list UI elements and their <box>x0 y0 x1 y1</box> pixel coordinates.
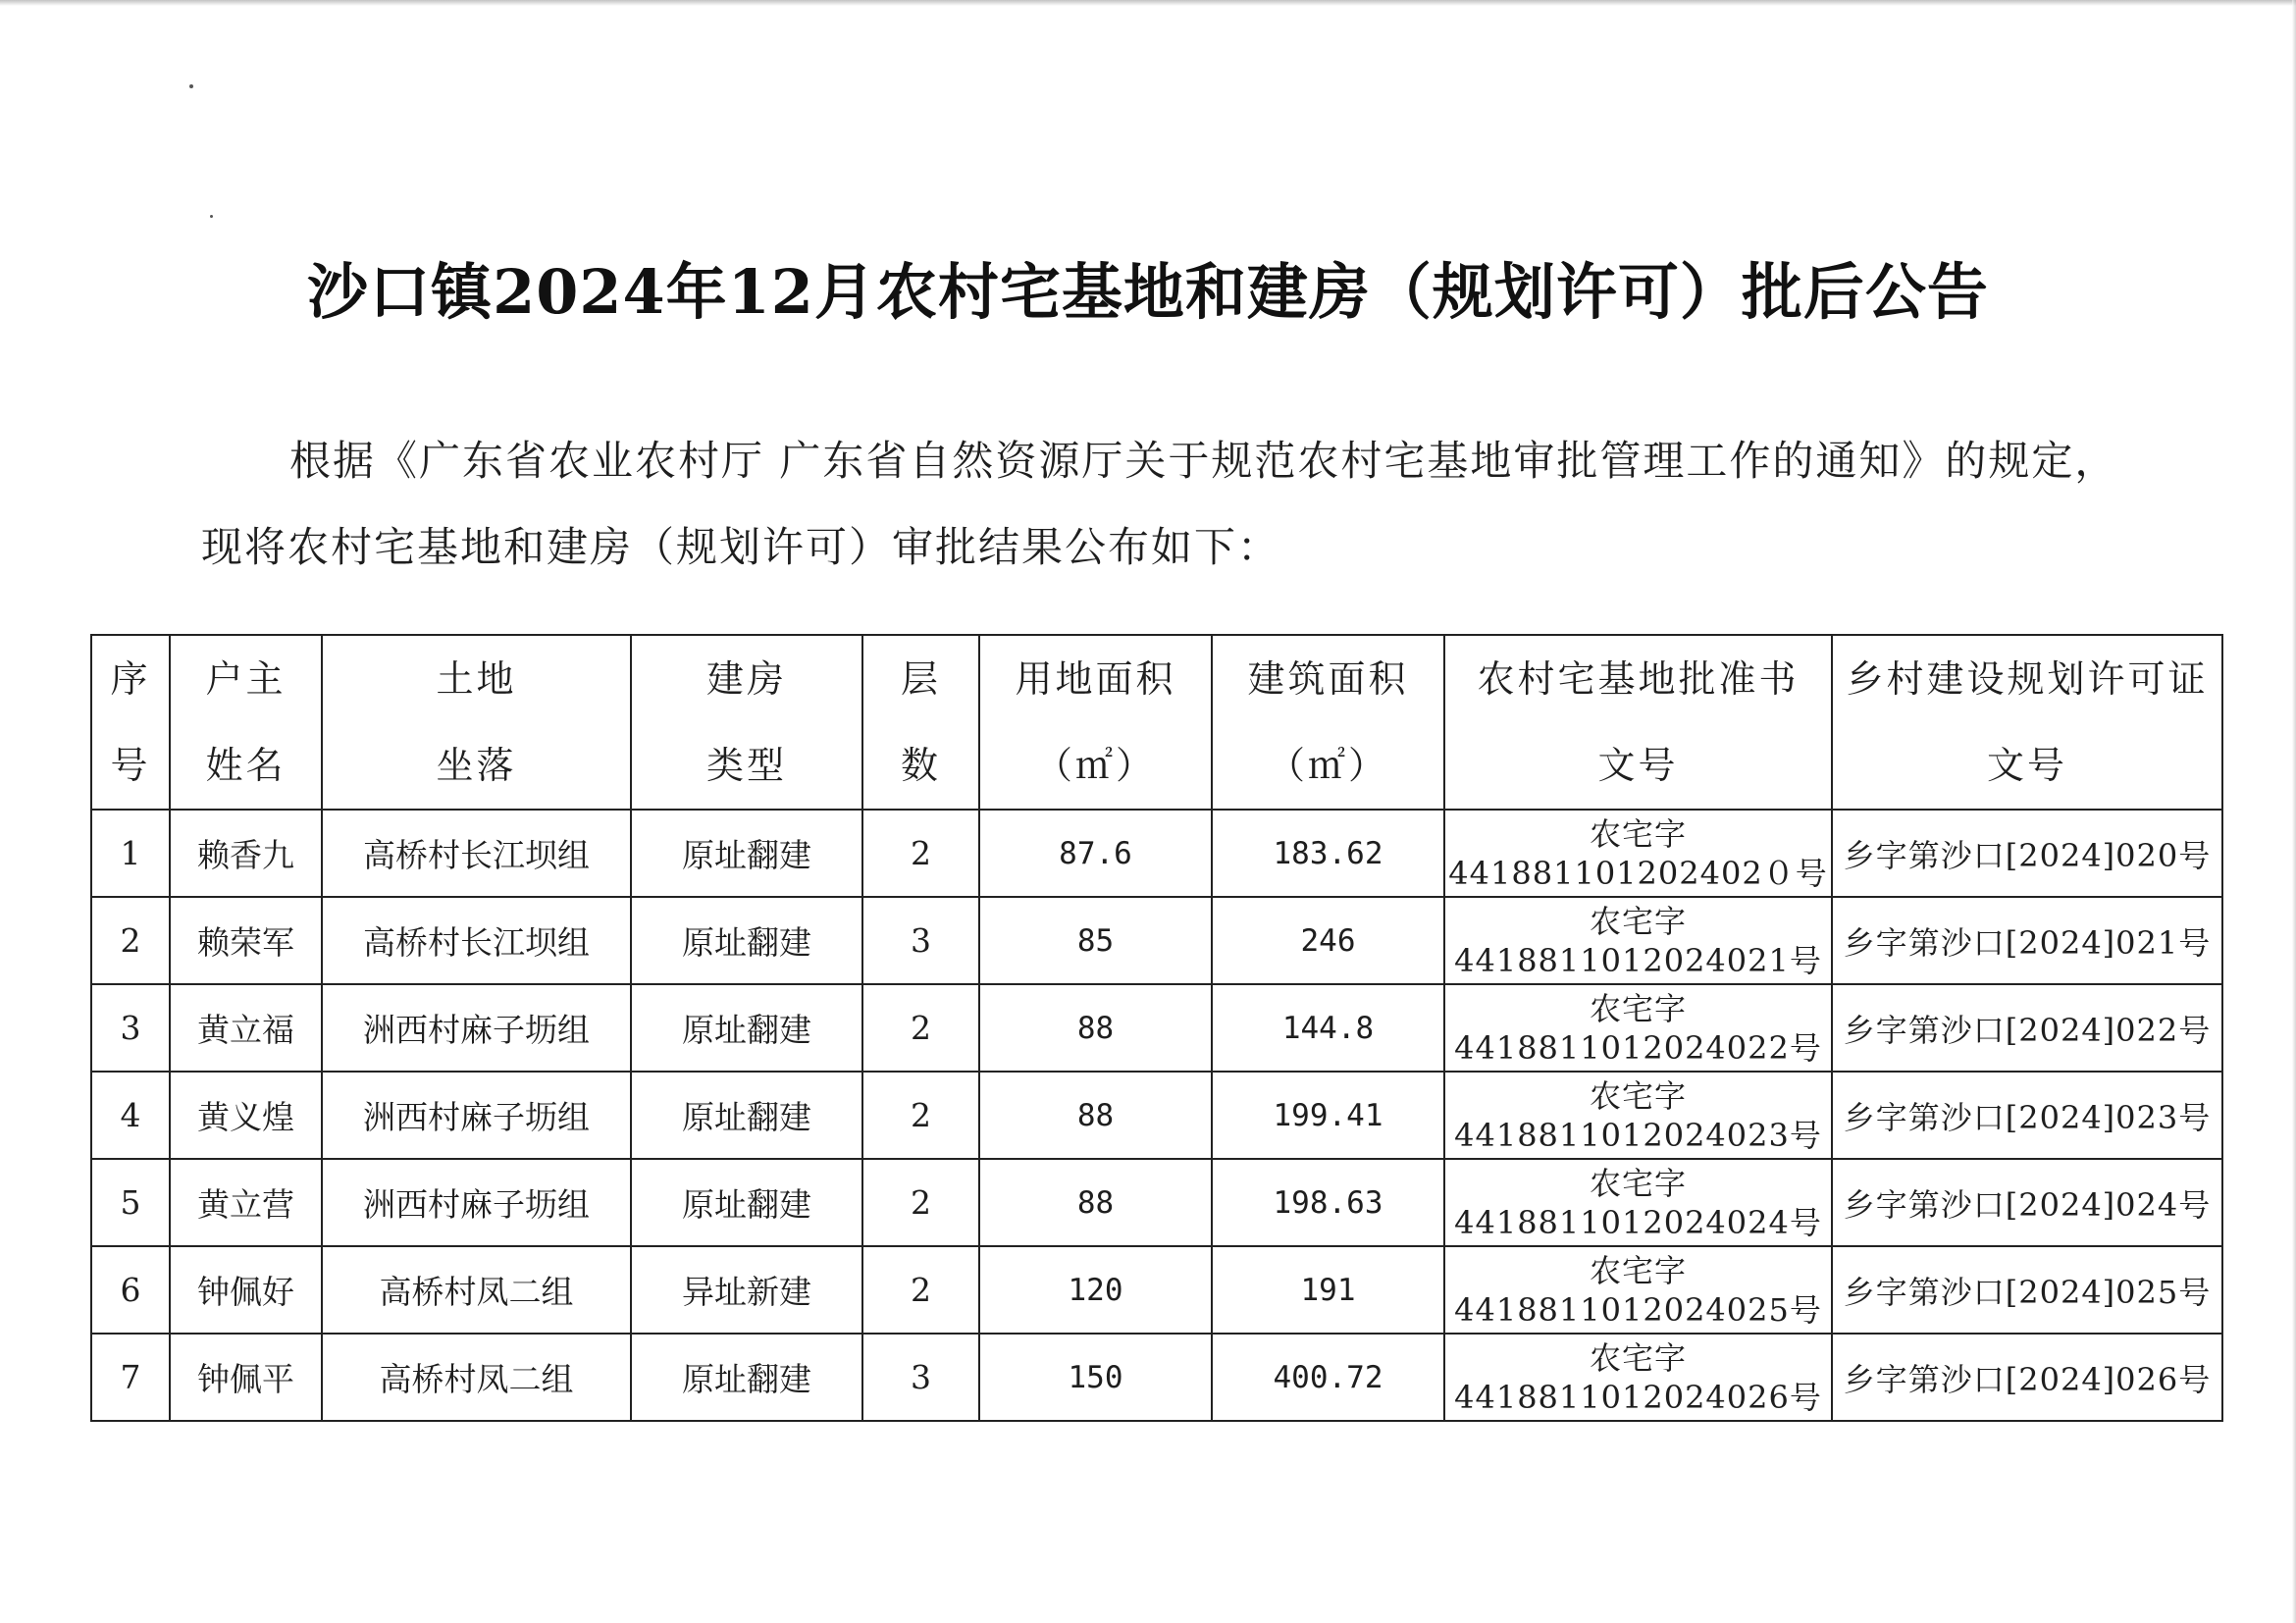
header-permit-number: 乡村建设规划许可证 文号 <box>1832 635 2222 810</box>
cell-seq: 2 <box>91 897 170 984</box>
cell-build-type: 原址翻建 <box>631 810 862 897</box>
cell-location: 洲西村麻子坜组 <box>322 1159 631 1246</box>
cell-location: 洲西村麻子坜组 <box>322 984 631 1072</box>
cell-land-area: 150 <box>979 1334 1212 1421</box>
cell-seq: 5 <box>91 1159 170 1246</box>
cell-land-area: 85 <box>979 897 1212 984</box>
header-land-area: 用地面积 （㎡） <box>979 635 1212 810</box>
cell-build-type: 原址翻建 <box>631 1159 862 1246</box>
scan-edge-top <box>0 0 2296 6</box>
cell-approval-number: 农宅字 4418811012024024号 <box>1444 1159 1832 1246</box>
header-build-type: 建房 类型 <box>631 635 862 810</box>
cell-build-type: 原址翻建 <box>631 1334 862 1421</box>
cell-owner-name: 赖香九 <box>170 810 322 897</box>
cell-building-area: 183.62 <box>1212 810 1444 897</box>
cell-permit-number: 乡字第沙口[2024]022号 <box>1832 984 2222 1072</box>
cell-floors: 3 <box>862 897 979 984</box>
header-owner-name: 户主 姓名 <box>170 635 322 810</box>
cell-permit-number: 乡字第沙口[2024]020号 <box>1832 810 2222 897</box>
intro-paragraph-line2: 现将农村宅基地和建房（规划许可）审批结果公布如下： <box>201 523 1281 571</box>
table-header-row <box>91 635 2222 810</box>
cell-seq: 4 <box>91 1072 170 1159</box>
cell-permit-number: 乡字第沙口[2024]025号 <box>1832 1246 2222 1334</box>
scan-speck <box>210 215 213 218</box>
cell-floors: 2 <box>862 1159 979 1246</box>
cell-land-area: 120 <box>979 1246 1212 1334</box>
cell-approval-number: 农宅字 4418811012024022号 <box>1444 984 1832 1072</box>
cell-building-area: 199.41 <box>1212 1072 1444 1159</box>
cell-building-area: 144.8 <box>1212 984 1444 1072</box>
cell-approval-number: 农宅字 441881101202402０号 <box>1444 810 1832 897</box>
cell-land-area: 88 <box>979 1159 1212 1246</box>
cell-build-type: 异址新建 <box>631 1246 862 1334</box>
cell-build-type: 原址翻建 <box>631 984 862 1072</box>
approval-table <box>90 634 2223 1422</box>
cell-building-area: 400.72 <box>1212 1334 1444 1421</box>
cell-floors: 2 <box>862 984 979 1072</box>
notice-title: 沙口镇2024年12月农村宅基地和建房（规划许可）批后公告 <box>307 256 1989 328</box>
cell-location: 高桥村长江坝组 <box>322 897 631 984</box>
header-seq: 序 号 <box>91 635 170 810</box>
table-row <box>91 1159 2222 1246</box>
cell-land-area: 87.6 <box>979 810 1212 897</box>
cell-permit-number: 乡字第沙口[2024]023号 <box>1832 1072 2222 1159</box>
cell-permit-number: 乡字第沙口[2024]024号 <box>1832 1159 2222 1246</box>
cell-floors: 2 <box>862 810 979 897</box>
cell-building-area: 246 <box>1212 897 1444 984</box>
cell-owner-name: 钟佩平 <box>170 1334 322 1421</box>
cell-seq: 3 <box>91 984 170 1072</box>
cell-seq: 1 <box>91 810 170 897</box>
cell-seq: 7 <box>91 1334 170 1421</box>
cell-location: 高桥村长江坝组 <box>322 810 631 897</box>
cell-build-type: 原址翻建 <box>631 897 862 984</box>
cell-permit-number: 乡字第沙口[2024]026号 <box>1832 1334 2222 1421</box>
cell-seq: 6 <box>91 1246 170 1334</box>
header-floors: 层 数 <box>862 635 979 810</box>
cell-permit-number: 乡字第沙口[2024]021号 <box>1832 897 2222 984</box>
cell-owner-name: 黄立福 <box>170 984 322 1072</box>
cell-building-area: 198.63 <box>1212 1159 1444 1246</box>
table-row <box>91 984 2222 1072</box>
table-row <box>91 1334 2222 1421</box>
table-row <box>91 1246 2222 1334</box>
cell-build-type: 原址翻建 <box>631 1072 862 1159</box>
cell-building-area: 191 <box>1212 1246 1444 1334</box>
cell-floors: 3 <box>862 1334 979 1421</box>
cell-location: 高桥村凤二组 <box>322 1246 631 1334</box>
scan-speck <box>189 84 193 88</box>
cell-land-area: 88 <box>979 984 1212 1072</box>
cell-owner-name: 黄义煌 <box>170 1072 322 1159</box>
cell-owner-name: 黄立营 <box>170 1159 322 1246</box>
header-building-area: 建筑面积 （㎡） <box>1212 635 1444 810</box>
cell-owner-name: 钟佩好 <box>170 1246 322 1334</box>
cell-approval-number: 农宅字 4418811012024023号 <box>1444 1072 1832 1159</box>
cell-land-area: 88 <box>979 1072 1212 1159</box>
cell-floors: 2 <box>862 1246 979 1334</box>
intro-paragraph-line1: 根据《广东省农业农村厅 广东省自然资源厅关于规范农村宅基地审批管理工作的通知》的规定， <box>289 437 2118 485</box>
cell-approval-number: 农宅字 4418811012024026号 <box>1444 1334 1832 1421</box>
header-approval-number: 农村宅基地批准书 文号 <box>1444 635 1832 810</box>
cell-location: 高桥村凤二组 <box>322 1334 631 1421</box>
table-row <box>91 1072 2222 1159</box>
cell-approval-number: 农宅字 4418811012024021号 <box>1444 897 1832 984</box>
table-row <box>91 810 2222 897</box>
table-row <box>91 897 2222 984</box>
cell-location: 洲西村麻子坜组 <box>322 1072 631 1159</box>
cell-floors: 2 <box>862 1072 979 1159</box>
cell-owner-name: 赖荣军 <box>170 897 322 984</box>
header-land-location: 土地 坐落 <box>322 635 631 810</box>
cell-approval-number: 农宅字 4418811012024025号 <box>1444 1246 1832 1334</box>
